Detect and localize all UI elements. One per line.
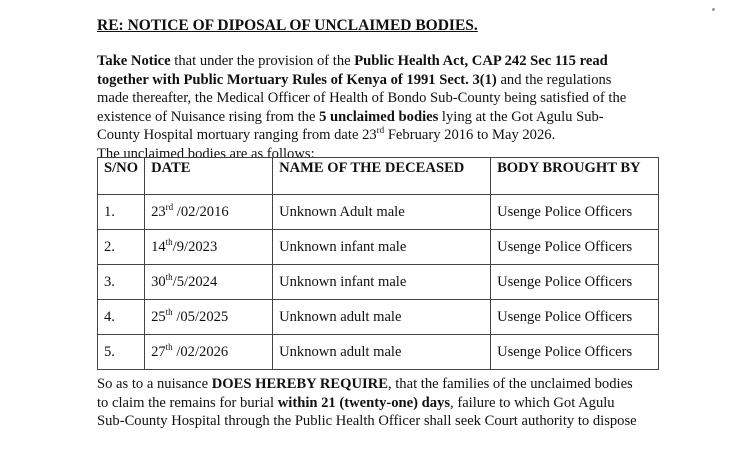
- requirement-bold: DOES HEREBY REQUIRE: [211, 376, 388, 392]
- header-date: DATE: [145, 158, 273, 195]
- bodies-count: 5 unclaimed bodies: [319, 108, 439, 125]
- cell-date: 25th /05/2025: [145, 300, 273, 335]
- notice-line-3: made thereafter, the Medical Officer of Health of Bondo Sub-County being satisfied of the: [97, 90, 627, 106]
- cell-brought-by: Usenge Police Officers: [491, 230, 659, 265]
- cell-sno: 1.: [98, 195, 145, 230]
- notice-text: that under the provision of the: [170, 53, 355, 69]
- cell-name: Unknown Adult male: [273, 195, 491, 230]
- table-row: [98, 300, 659, 335]
- cell-date: 14th/9/2023: [145, 230, 273, 265]
- cell-sno: 3.: [98, 265, 145, 300]
- notice-line-5: [97, 126, 657, 145]
- rules-reference: together with Public Mortuary Rules of Kenya of 1991 Sect. 3(1): [97, 71, 497, 88]
- cell-brought-by: Usenge Police Officers: [491, 195, 659, 230]
- cell-brought-by: Usenge Police Officers: [491, 300, 659, 335]
- cell-sno: 2.: [98, 230, 145, 265]
- requirement-paragraph: [97, 375, 657, 431]
- cell-name: Unknown infant male: [273, 230, 491, 265]
- cell-sno: 4.: [98, 300, 145, 335]
- requirement-line-1: [97, 375, 657, 394]
- requirement-line-3: Sub-County Hospital through the Public Health Officer shall seek Court authority to dispose: [97, 413, 637, 429]
- cell-name: Unknown infant male: [273, 265, 491, 300]
- requirement-text: So as to a nuisance: [97, 376, 212, 392]
- table-row: [98, 335, 659, 370]
- ordinal-suffix: rd: [376, 125, 385, 136]
- notice-text: existence of Nuisance rising from the: [97, 108, 320, 125]
- notice-text: County Hospital mortuary ranging from date 23: [97, 127, 377, 143]
- cell-name: Unknown adult male: [273, 335, 491, 370]
- header-name: NAME OF THE DECEASED: [273, 158, 491, 195]
- header-brought-by: BODY BROUGHT BY: [491, 158, 659, 195]
- scan-speck: [712, 8, 715, 11]
- cell-brought-by: Usenge Police Officers: [491, 265, 659, 300]
- take-notice-bold: Take Notice: [97, 53, 171, 69]
- cell-date: 27th /02/2026: [145, 335, 273, 370]
- notice-line-1: [97, 52, 657, 71]
- table-row: [98, 265, 659, 300]
- notice-text: lying at the Got Agulu Sub-: [438, 108, 604, 125]
- table-row: [98, 195, 659, 230]
- unclaimed-bodies-table: [97, 157, 659, 370]
- act-reference: Public Health Act, CAP 242 Sec 115 read: [354, 53, 608, 69]
- notice-title: RE: NOTICE OF DIPOSAL OF UNCLAIMED BODIES.: [97, 17, 478, 34]
- header-sno: S/NO: [98, 158, 145, 195]
- cell-date: 23rd /02/2016: [145, 195, 273, 230]
- requirement-text: to claim the remains for burial: [97, 394, 278, 411]
- notice-paragraph: [97, 52, 657, 163]
- cell-sno: 5.: [98, 335, 145, 370]
- requirement-text: , failure to which Got Agulu: [450, 394, 615, 411]
- notice-text: and the regulations: [496, 71, 612, 88]
- table-row: [98, 230, 659, 265]
- notice-text: February 2016 to May 2026.: [384, 127, 556, 143]
- cell-date: 30th/5/2024: [145, 265, 273, 300]
- cell-name: Unknown adult male: [273, 300, 491, 335]
- notice-line-4: [97, 108, 657, 127]
- deadline-bold: within 21 (twenty-one) days: [277, 394, 451, 411]
- notice-line-6: The unclaimed bodies are as follows:: [97, 145, 315, 162]
- notice-line-2: [97, 71, 657, 90]
- table-header-row: [98, 158, 659, 195]
- requirement-line-2: [97, 394, 657, 413]
- cell-brought-by: Usenge Police Officers: [491, 335, 659, 370]
- requirement-text: , that the families of the unclaimed bodies: [387, 376, 633, 392]
